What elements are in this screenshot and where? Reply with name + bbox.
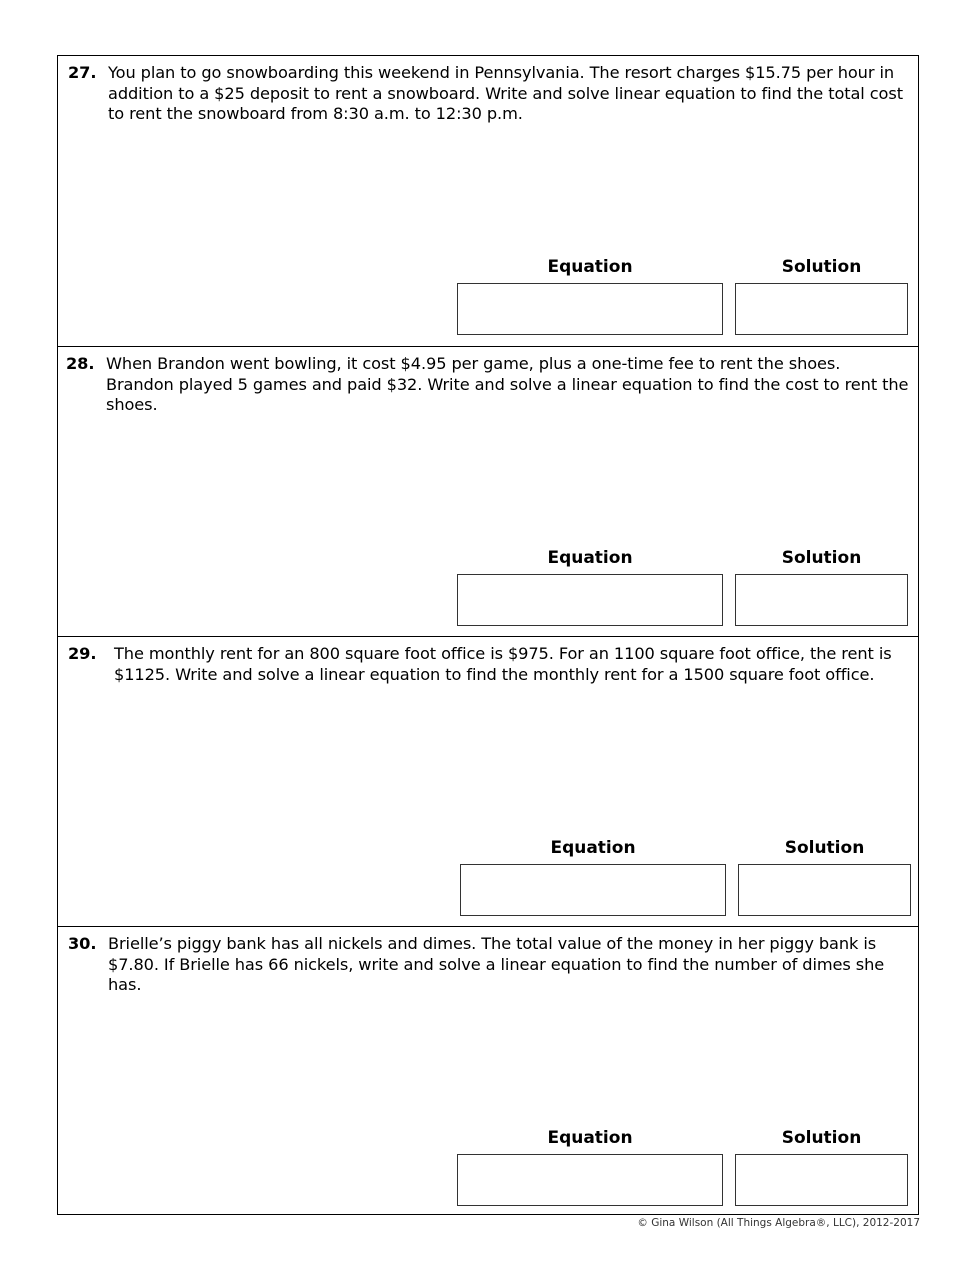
equation-answer-box[interactable] — [457, 283, 723, 335]
problem-number: 30. — [68, 934, 97, 953]
problem-number: 27. — [68, 63, 97, 82]
solution-answer-box[interactable] — [735, 283, 908, 335]
solution-label: Solution — [781, 548, 862, 568]
solution-label: Solution — [781, 257, 862, 277]
problem-number: 28. — [66, 354, 95, 373]
problem-prompt — [68, 63, 910, 125]
equation-label: Equation — [547, 548, 633, 568]
problem-29 — [58, 636, 918, 926]
problem-30 — [58, 926, 918, 1215]
problem-28 — [58, 346, 918, 636]
problem-text: You plan to go snowboarding this weekend in Pennsylvania. The resort charges $15.75 per hour in addition to a $25 deposit to rent a snowboard. Write and solve linear equation to find the total cost to rent the snowboard from 8:30 a.m. to 12:30 p.m. — [108, 63, 903, 124]
problem-27 — [58, 56, 918, 346]
problem-prompt — [66, 354, 910, 416]
equation-label: Equation — [547, 1128, 633, 1148]
problem-text: When Brandon went bowling, it cost $4.95 per game, plus a one-time fee to rent the shoes. Brandon played 5 games and paid $32. Write and solve a linear equation to find the cost to rent the shoes. — [106, 354, 909, 415]
solution-answer-box[interactable] — [735, 574, 908, 626]
problem-number: 29. — [68, 644, 97, 663]
copyright-footer: © Gina Wilson (All Things Algebra®, LLC), 2012-2017 — [637, 1217, 920, 1229]
worksheet — [57, 55, 919, 1215]
problem-text: The monthly rent for an 800 square foot office is $975. For an 1100 square foot office, the rent is $1125. Write and solve a linear equation to find the monthly rent for a 1500 square foot office. — [114, 644, 892, 684]
problem-text: Brielle’s piggy bank has all nickels and dimes. The total value of the money in her piggy bank is $7.80. If Brielle has 66 nickels, write and solve a linear equation to find the number of dimes she has. — [108, 934, 885, 995]
solution-answer-box[interactable] — [735, 1154, 908, 1206]
equation-label: Equation — [550, 838, 636, 858]
solution-answer-box[interactable] — [738, 864, 911, 916]
solution-label: Solution — [784, 838, 865, 858]
equation-answer-box[interactable] — [460, 864, 726, 916]
problem-prompt — [68, 644, 910, 685]
problem-prompt — [68, 934, 910, 996]
equation-label: Equation — [547, 257, 633, 277]
equation-answer-box[interactable] — [457, 574, 723, 626]
equation-answer-box[interactable] — [457, 1154, 723, 1206]
solution-label: Solution — [781, 1128, 862, 1148]
